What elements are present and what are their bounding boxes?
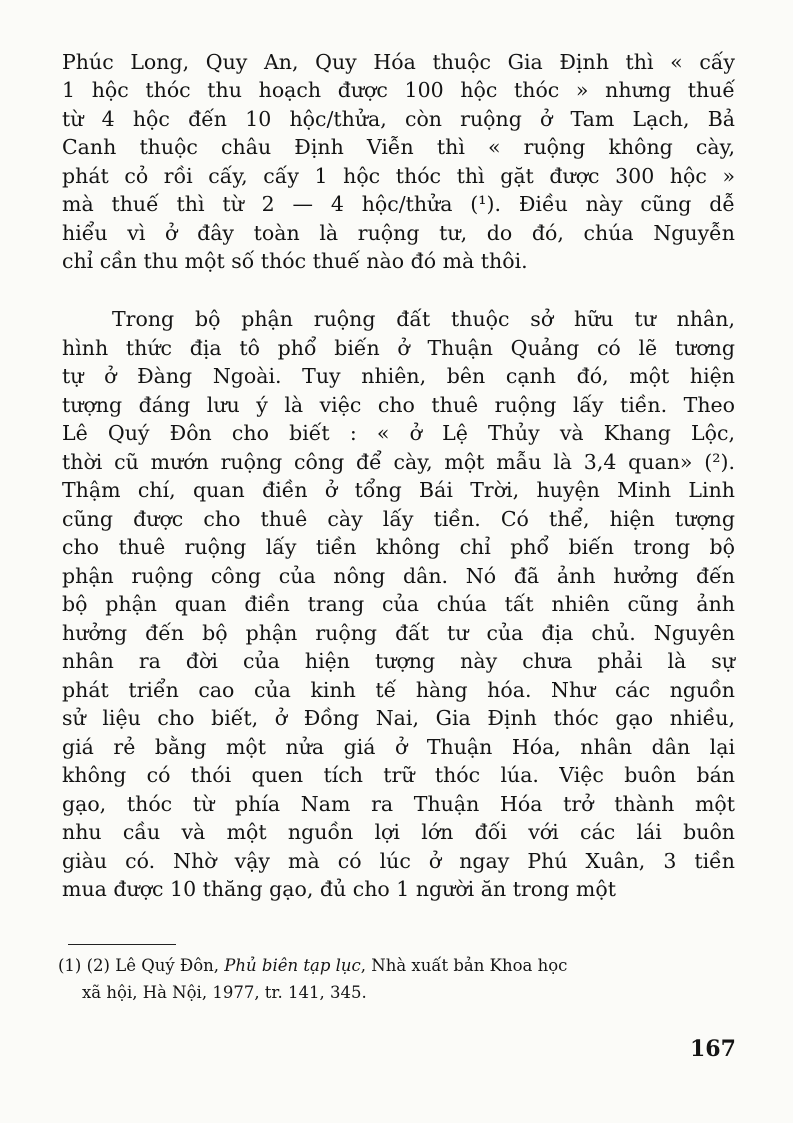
text-line: hình thức địa tô phổ biến ở Thuận Quảng có lẽ tương xyxy=(62,336,735,360)
text-line: cũng được cho thuê cày lấy tiền. Có thể, hiện tượng xyxy=(62,507,735,531)
text-line: Thậm chí, quan điền ở tổng Bái Trời, huyện Minh Linh xyxy=(62,478,735,502)
text-line: hiểu vì ở đây toàn là ruộng tư, do đó, chúa Nguyễn xyxy=(62,221,735,245)
text-line: từ 4 hộc đến 10 hộc/thửa, còn ruộng ở Tam Lạch, Bả xyxy=(62,107,735,131)
text-line: tự ở Đàng Ngoài. Tuy nhiên, bên cạnh đó, một hiện xyxy=(62,364,735,388)
text-line: nhân ra đời của hiện tượng này chưa phải là sự xyxy=(62,649,735,673)
text-line: 1 hộc thóc thu hoạch được 100 hộc thóc » nhưng thuế xyxy=(62,78,735,102)
text-line: Lê Quý Đôn cho biết : « ở Lệ Thủy và Khang Lộc, xyxy=(62,421,735,445)
footnote-marker: (1) (2) Lê Quý Đôn, xyxy=(58,956,225,975)
footnote-rule xyxy=(68,944,176,945)
text-line: không có thói quen tích trữ thóc lúa. Việc buôn bán xyxy=(62,763,735,787)
text-line: Trong bộ phận ruộng đất thuộc sở hữu tư nhân, xyxy=(112,307,735,331)
text-line: mà thuế thì từ 2 — 4 hộc/thửa (¹). Điều này cũng dễ xyxy=(62,192,735,216)
text-line: tượng đáng lưu ý là việc cho thuê ruộng lấy tiền. Theo xyxy=(62,393,735,417)
text-line: nhu cầu và một nguồn lợi lớn đối với các lái buôn xyxy=(62,820,735,844)
text-line: hưởng đến bộ phận ruộng đất tư của địa chủ. Nguyên xyxy=(62,621,735,645)
text-line: cho thuê ruộng lấy tiền không chỉ phổ biến trong bộ xyxy=(62,535,735,559)
footnote-line-2: xã hội, Hà Nội, 1977, tr. 141, 345. xyxy=(82,983,367,1002)
footnote-rest: , Nhà xuất bản Khoa học xyxy=(360,956,568,975)
text-line: phát triển cao của kinh tế hàng hóa. Như các nguồn xyxy=(62,678,735,702)
text-line: mua được 10 thăng gạo, đủ cho 1 người ăn trong một xyxy=(62,877,616,901)
text-line: phận ruộng công của nông dân. Nó đã ảnh hưởng đến xyxy=(62,564,735,588)
text-line: Phúc Long, Quy An, Quy Hóa thuộc Gia Định thì « cấy xyxy=(62,50,735,74)
text-line: phát cỏ rồi cấy, cấy 1 hộc thóc thì gặt được 300 hộc » xyxy=(62,164,735,188)
text-line: chỉ cần thu một số thóc thuế nào đó mà thôi. xyxy=(62,249,528,273)
footnote-title: Phủ biên tạp lục xyxy=(224,956,361,975)
text-line: Canh thuộc châu Định Viễn thì « ruộng không cày, xyxy=(62,135,735,159)
footnote-line-1 xyxy=(58,955,741,977)
text-line: giàu có. Nhờ vậy mà có lúc ở ngay Phú Xuân, 3 tiền xyxy=(62,849,735,873)
text-line: bộ phận quan điền trang của chúa tất nhiên cũng ảnh xyxy=(62,592,735,616)
text-line: sử liệu cho biết, ở Đồng Nai, Gia Định thóc gạo nhiều, xyxy=(62,706,735,730)
page-number: 167 xyxy=(690,1036,736,1062)
text-line: gạo, thóc từ phía Nam ra Thuận Hóa trở thành một xyxy=(62,792,735,816)
text-line: thời cũ mướn ruộng công để cày, một mẫu là 3,4 quan» (²). xyxy=(62,450,735,474)
text-line: giá rẻ bằng một nửa giá ở Thuận Hóa, nhân dân lại xyxy=(62,735,735,759)
